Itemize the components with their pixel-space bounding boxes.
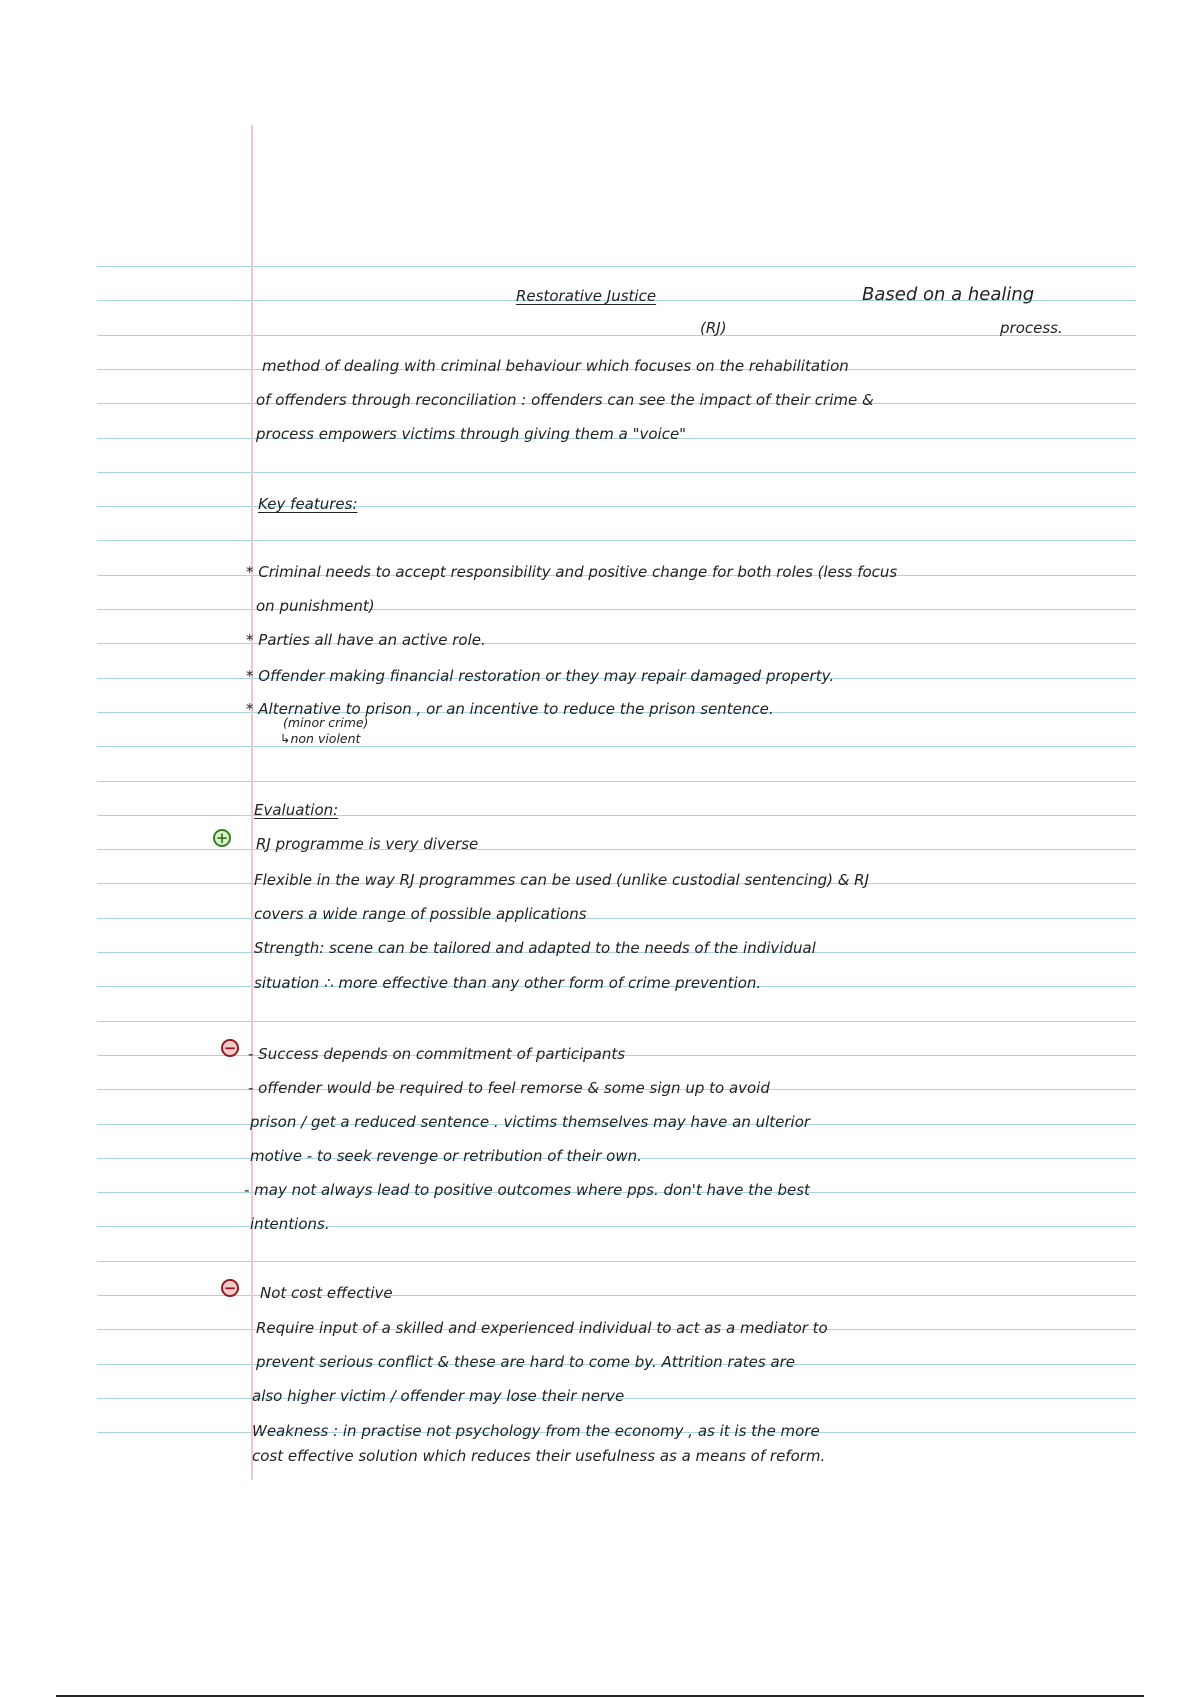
evaluation-line: also higher victim / offender may lose their nerve	[252, 1387, 625, 1405]
feature-note: ↳non violent	[280, 731, 361, 746]
minus-circle-icon: −	[221, 1279, 239, 1297]
evaluation-line: Flexible in the way RJ programmes can be used (unlike custodial sentencing) & RJ	[254, 871, 870, 889]
evaluation-line: intentions.	[250, 1215, 330, 1233]
minus-circle-icon: −	[221, 1039, 239, 1057]
evaluation-line: Weakness : in practise not psychology from the economy , as it is the more	[252, 1422, 820, 1440]
evaluation-heading: Evaluation:	[254, 801, 339, 819]
plus-circle-icon: +	[213, 829, 231, 847]
feature-item: * Criminal needs to accept responsibility and positive change for both roles (less focus	[246, 563, 898, 581]
evaluation-line: situation ∴ more effective than any other form of crime prevention.	[254, 974, 762, 992]
evaluation-line: - may not always lead to positive outcomes where pps. don't have the best	[244, 1181, 810, 1199]
evaluation-line: cost effective solution which reduces their usefulness as a means of reform.	[252, 1447, 826, 1465]
evaluation-line: - Success depends on commitment of participants	[248, 1045, 626, 1063]
feature-item: * Parties all have an active role.	[246, 631, 486, 649]
evaluation-line: Not cost effective	[260, 1284, 393, 1302]
feature-note: (minor crime)	[283, 715, 369, 730]
evaluation-line: prison / get a reduced sentence . victims themselves may have an ulterior	[250, 1113, 811, 1131]
feature-text: Alternative to prison , or an incentive to reduce the prison sentence.	[258, 700, 774, 718]
evaluation-line: Strength: scene can be tailored and adapted to the needs of the individual	[254, 939, 816, 957]
key-features-heading: Key features:	[258, 495, 358, 513]
intro-line: of offenders through reconciliation : offenders can see the impact of their crime &	[256, 391, 874, 409]
evaluation-line: RJ programme is very diverse	[256, 835, 479, 853]
side-note-line-2: process.	[1000, 319, 1063, 337]
evaluation-line: Require input of a skilled and experienced individual to act as a mediator to	[256, 1319, 828, 1337]
side-note-line-1: Based on a healing	[862, 284, 1035, 305]
page-bottom-border	[56, 1695, 1144, 1697]
margin-line	[251, 125, 253, 1480]
feature-text: Parties all have an active role.	[258, 631, 486, 649]
feature-item: * Offender making financial restoration or they may repair damaged property.	[246, 667, 835, 685]
feature-item-continued: on punishment)	[256, 597, 375, 615]
intro-line: process empowers victims through giving them a "voice"	[256, 425, 687, 443]
intro-line: method of dealing with criminal behaviour which focuses on the rehabilitation	[262, 357, 849, 375]
title-abbreviation: (RJ)	[700, 319, 727, 337]
feature-text: Offender making financial restoration or they may repair damaged property.	[258, 667, 835, 685]
feature-text: Criminal needs to accept responsibility and positive change for both roles (less focus	[258, 563, 898, 581]
evaluation-line: prevent serious conflict & these are hard to come by. Attrition rates are	[256, 1353, 796, 1371]
evaluation-line: covers a wide range of possible applications	[254, 905, 587, 923]
evaluation-line: - offender would be required to feel remorse & some sign up to avoid	[248, 1079, 770, 1097]
evaluation-line: motive - to seek revenge or retribution of their own.	[250, 1147, 642, 1165]
page-title: Restorative Justice	[516, 287, 657, 305]
feature-item: * Alternative to prison , or an incentive to reduce the prison sentence.	[246, 700, 774, 718]
